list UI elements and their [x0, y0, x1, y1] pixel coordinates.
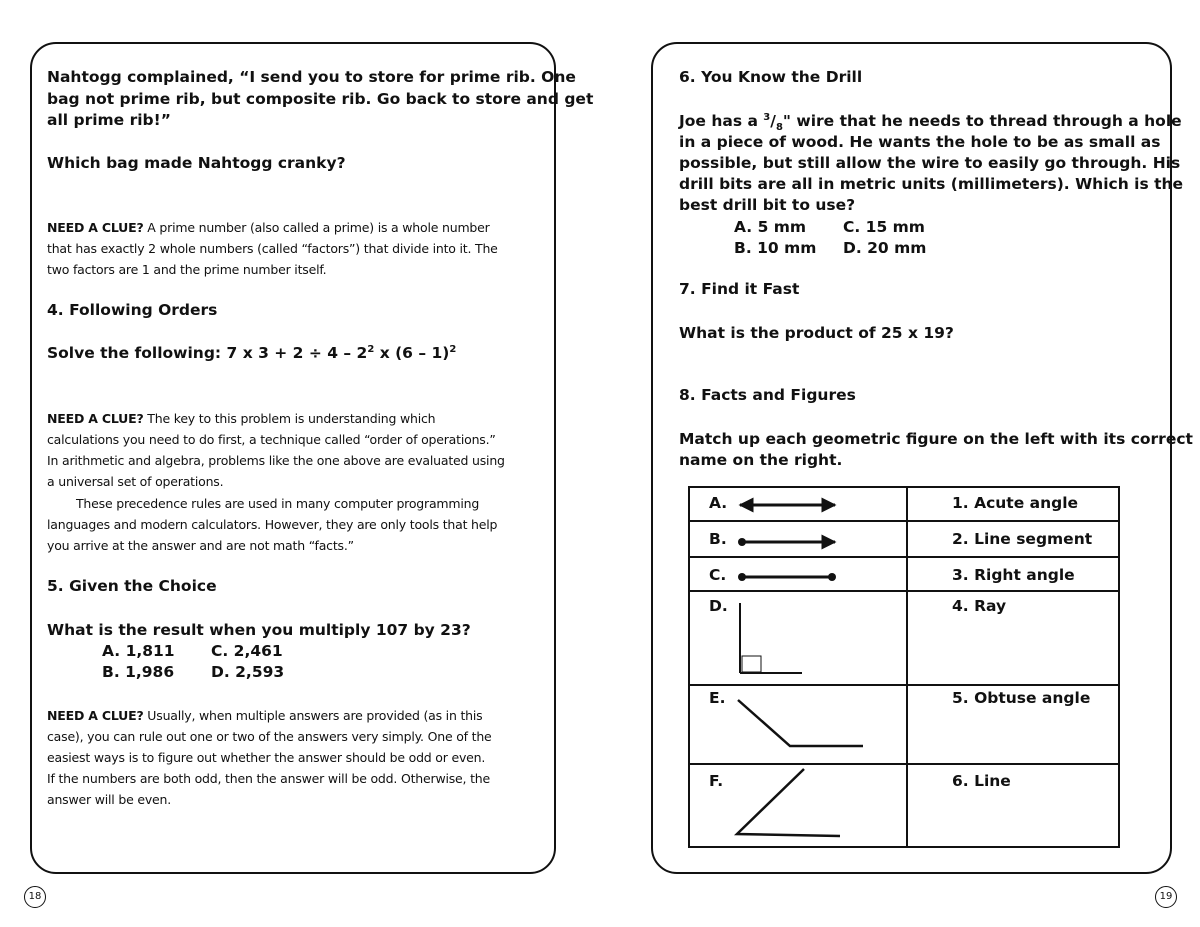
drill-option-b: B. 10 mm: [734, 239, 817, 257]
section-6-line-2: in a piece of wood. He wants the hole to be as small as: [679, 133, 1161, 151]
name-ray: 4. Ray: [952, 597, 1007, 615]
clue-label: NEED A CLUE?: [47, 411, 144, 426]
ray-figure: [738, 538, 835, 546]
section-7-heading: 7. Find it Fast: [679, 280, 800, 298]
fraction-numerator: 3: [763, 111, 771, 123]
figure-label-b: B.: [709, 530, 727, 548]
figure-label-d: D.: [709, 597, 728, 615]
option-a: A. 1,811: [102, 642, 175, 660]
expression-part: Solve the following: 7 x 3 + 2 ÷ 4 – 2: [47, 344, 368, 362]
section-8-heading: 8. Facts and Figures: [679, 386, 856, 404]
text-part: " wire that he needs to thread through a hole: [782, 112, 1182, 130]
clue-2-line-7: you arrive at the answer and are not math “facts.”: [47, 538, 354, 553]
clue-2-line-6: languages and modern calculators. However, they are only tools that help: [47, 517, 498, 532]
page-number-left: 18: [24, 886, 46, 908]
section-6-heading: 6. You Know the Drill: [679, 68, 863, 86]
exponent: 2: [367, 343, 375, 355]
clue-text: Usually, when multiple answers are provided (as in this: [143, 708, 483, 723]
clue-1-line-3: two factors are 1 and the prime number itself.: [47, 262, 327, 277]
clue-2-line-3: In arithmetic and algebra, problems like the one above are evaluated using: [47, 453, 505, 468]
figure-label-a: A.: [709, 494, 728, 512]
right-angle-figure: [740, 603, 802, 673]
section-7-question: What is the product of 25 x 19?: [679, 324, 954, 342]
line-segment-figure: [738, 573, 836, 581]
clue-label: NEED A CLUE?: [47, 220, 144, 235]
figure-label-c: C.: [709, 566, 727, 584]
section-6-line-4: drill bits are all in metric units (millimeters). Which is the: [679, 175, 1184, 193]
clue-1-line-2: that has exactly 2 whole numbers (called “factors”) that divide into it. The: [47, 241, 498, 256]
clue-3-line-3: easiest ways is to figure out whether the answer should be odd or even.: [47, 750, 486, 765]
option-d: D. 2,593: [211, 663, 285, 681]
name-line: 6. Line: [952, 772, 1011, 790]
intro-line-2: bag not prime rib, but composite rib. Go back to store and get: [47, 90, 594, 108]
clue-3-line-2: case), you can rule out one or two of the answers very simply. One of the: [47, 729, 492, 744]
drill-option-c: C. 15 mm: [843, 218, 925, 236]
section-6-line-5: best drill bit to use?: [679, 196, 856, 214]
figure-label-e: E.: [709, 689, 726, 707]
clue-3-line-4: If the numbers are both odd, then the answer will be odd. Otherwise, the: [47, 771, 490, 786]
clue-text: The key to this problem is understanding which: [143, 411, 436, 426]
intro-line-3: all prime rib!”: [47, 111, 171, 129]
expression-part: x (6 – 1): [374, 344, 450, 362]
name-right-angle: 3. Right angle: [952, 566, 1075, 584]
fraction-slash: /: [770, 112, 776, 130]
section-5-question: What is the result when you multiply 107 by 23?: [47, 621, 471, 639]
clue-label: NEED A CLUE?: [47, 708, 144, 723]
section-6-line-3: possible, but still allow the wire to easily go through. His: [679, 154, 1181, 172]
clue-2-line-4: a universal set of operations.: [47, 474, 224, 489]
clue-2-line-5: These precedence rules are used in many computer programming: [76, 496, 480, 511]
name-line-segment: 2. Line segment: [952, 530, 1093, 548]
clue-2-line-2: calculations you need to do first, a technique called “order of operations.”: [47, 432, 496, 447]
section-8-line-1: Match up each geometric figure on the left with its correct: [679, 430, 1193, 448]
obtuse-angle-figure: [738, 700, 863, 746]
option-c: C. 2,461: [211, 642, 283, 660]
section-5-heading: 5. Given the Choice: [47, 577, 217, 595]
figure-label-f: F.: [709, 772, 724, 790]
name-obtuse-angle: 5. Obtuse angle: [952, 689, 1091, 707]
clue-3-line-5: answer will be even.: [47, 792, 172, 807]
fraction-denominator: 8: [775, 122, 783, 134]
intro-line-1: Nahtogg complained, “I send you to store for prime rib. One: [47, 68, 576, 86]
drill-option-a: A. 5 mm: [734, 218, 807, 236]
section-4-heading: 4. Following Orders: [47, 301, 218, 319]
acute-angle-figure: [737, 769, 840, 836]
intro-question: Which bag made Nahtogg cranky?: [47, 154, 346, 172]
option-b: B. 1,986: [102, 663, 175, 681]
section-8-line-2: name on the right.: [679, 451, 843, 469]
clue-text: A prime number (also called a prime) is a whole number: [143, 220, 490, 235]
text-part: Joe has a: [679, 112, 764, 130]
page-number-right: 19: [1155, 886, 1177, 908]
name-acute-angle: 1. Acute angle: [952, 494, 1079, 512]
exponent: 2: [449, 343, 457, 355]
drill-option-d: D. 20 mm: [843, 239, 927, 257]
